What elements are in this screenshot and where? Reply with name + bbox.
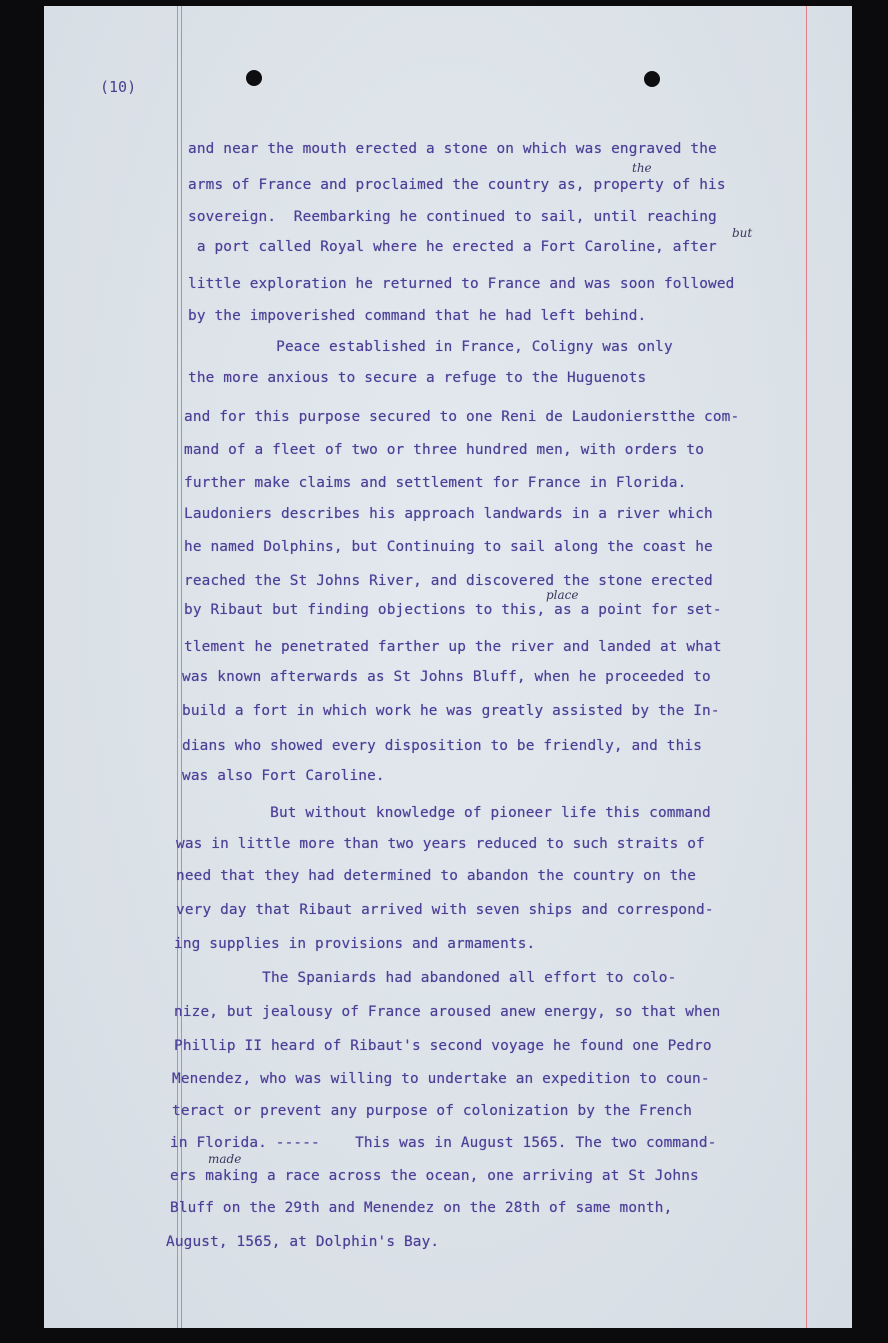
document-page: [44, 6, 852, 1328]
left-margin-line: [177, 6, 178, 1328]
text-line: The Spaniards had abandoned all effort to colo-: [174, 970, 677, 986]
text-line: in Florida. ----- This was in August 1565. The two command-: [170, 1135, 717, 1151]
text-line: arms of France and proclaimed the country as, property of his: [188, 177, 726, 193]
text-line: Phillip II heard of Ribaut's second voyage he found one Pedro: [174, 1038, 712, 1054]
text-line: was known afterwards as St Johns Bluff, when he proceeded to: [182, 669, 711, 685]
text-line: further make claims and settlement for France in Florida.: [184, 475, 687, 491]
text-line: by Ribaut but finding objections to this, as a point for set-: [184, 602, 722, 618]
text-line: nize, but jealousy of France aroused anew energy, so that when: [174, 1004, 721, 1020]
text-line: Menendez, who was willing to undertake an expedition to coun-: [172, 1071, 710, 1087]
text-line: Bluff on the 29th and Menendez on the 28th of same month,: [170, 1200, 673, 1216]
text-line: tlement he penetrated farther up the river and landed at what: [184, 639, 722, 655]
text-line: build a fort in which work he was greatly assisted by the In-: [182, 703, 720, 719]
handwritten-insertion: made: [208, 1152, 242, 1166]
text-line: Laudoniers describes his approach landwards in a river which: [184, 506, 713, 522]
text-line: ers making a race across the ocean, one arriving at St Johns: [170, 1168, 699, 1184]
left-margin-line-2: [181, 6, 182, 1328]
text-line: dians who showed every disposition to be friendly, and this: [182, 738, 703, 754]
punch-hole-right: [644, 71, 660, 87]
text-line: teract or prevent any purpose of colonization by the French: [172, 1103, 693, 1119]
text-line: very day that Ribaut arrived with seven ships and correspond-: [176, 902, 714, 918]
text-line: and for this purpose secured to one Reni de Laudonierstthe com-: [184, 409, 740, 425]
right-margin-line: [806, 6, 807, 1328]
punch-hole-left: [246, 70, 262, 86]
text-line: Peace established in France, Coligny was only: [188, 339, 673, 355]
text-line: the more anxious to secure a refuge to the Huguenots: [188, 370, 647, 386]
text-line: and near the mouth erected a stone on which was engraved the: [188, 141, 717, 157]
text-line: was also Fort Caroline.: [182, 768, 385, 784]
text-line: a port called Royal where he erected a Fort Caroline, after: [188, 239, 717, 255]
handwritten-insertion: the: [632, 161, 652, 175]
text-line: need that they had determined to abandon the country on the: [176, 868, 697, 884]
text-line: But without knowledge of pioneer life this command: [182, 805, 711, 821]
text-line: by the impoverished command that he had left behind.: [188, 308, 647, 324]
handwritten-insertion: place: [546, 588, 579, 602]
text-line: was in little more than two years reduced to such straits of: [176, 836, 705, 852]
page-number: (10): [100, 78, 137, 96]
text-line: mand of a fleet of two or three hundred men, with orders to: [184, 442, 705, 458]
text-line: little exploration he returned to France and was soon followed: [188, 276, 735, 292]
handwritten-insertion: but: [732, 226, 753, 240]
text-line: sovereign. Reembarking he continued to sail, until reaching: [188, 209, 717, 225]
text-line: reached the St Johns River, and discovered the stone erected: [184, 573, 713, 589]
text-line: ing supplies in provisions and armaments.: [174, 936, 536, 952]
text-line: he named Dolphins, but Continuing to sail along the coast he: [184, 539, 713, 555]
text-line: August, 1565, at Dolphin's Bay.: [166, 1234, 440, 1250]
